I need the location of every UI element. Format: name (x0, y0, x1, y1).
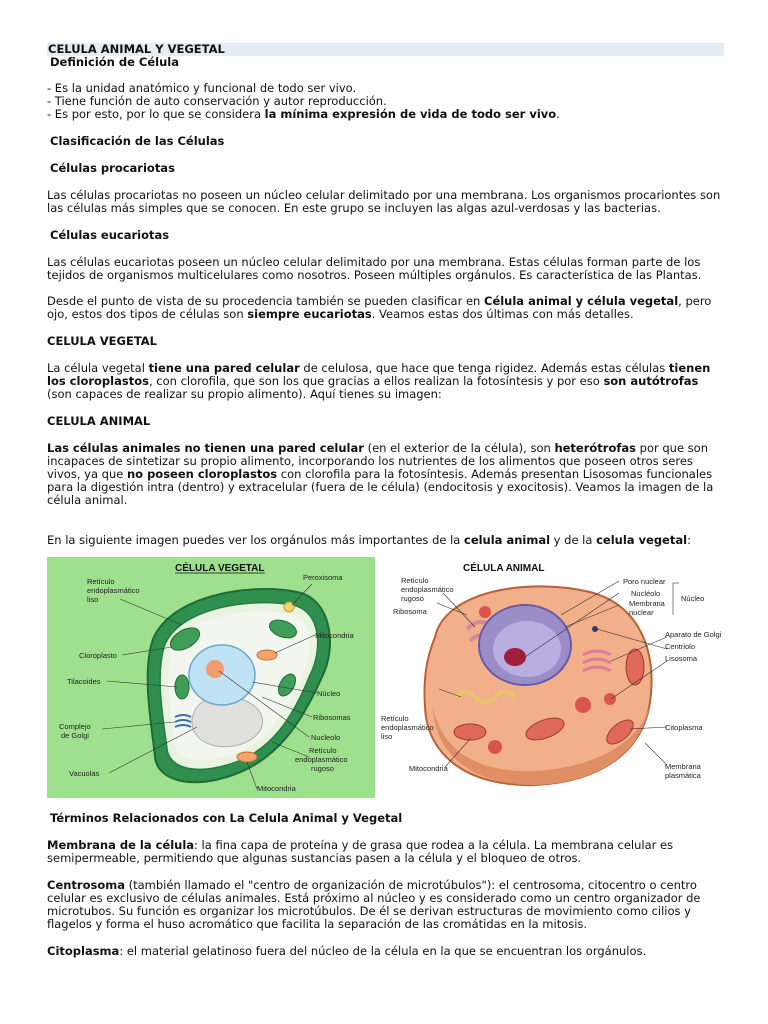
mitochondrion (626, 649, 644, 685)
animal-label-reticulo-rugoso-3: rugoso (401, 594, 424, 603)
eucariotas-paragraph: Las células eucariotas poseen un núcleo celular delimitado por una membrana. Estas células forman parte de los tejidos de organismos multicelulares como nosotros. Poseen múltiples orgánulos. Es característica de las Plantas. (47, 255, 702, 282)
vegetal-heading: CELULA VEGETAL (47, 334, 158, 348)
lysosome (604, 693, 616, 705)
animal-label-membrana-1: Membrana (665, 762, 701, 771)
animal-figure-title: CÉLULA ANIMAL (463, 563, 545, 574)
definicion-line-3: - Es por esto, por lo que se considera la mínima expresión de vida de todo ser vivo. (47, 107, 560, 121)
label-vacuolas: Vacuolas (69, 769, 100, 778)
membrana-paragraph: Membrana de la célula: la fina capa de proteína y de grasa que rodea a la célula. La membrana celular es semipermeable, permitiendo que algunas sustancias pasen a la célula y el bloqueo de otros. (47, 838, 674, 865)
label-reticulo-liso-3: liso (87, 595, 99, 604)
animal-label-ribosoma: Ribosoma (393, 607, 427, 616)
label-cloroplasto: Cloroplasto (79, 651, 117, 660)
label-ribosomas: Ribosomas (313, 713, 351, 722)
animal-label-membrana-nuclear-1: Membrana (629, 599, 665, 608)
citoplasma-paragraph: Citoplasma: el material gelatinoso fuera del núcleo de la célula en la que se encuentran los orgánulos. (47, 944, 647, 958)
lysosome (575, 697, 591, 713)
animal-label-reticulo-rugoso-2: endoplasmático (401, 585, 454, 594)
animal-label-citoplasma: Citoplasma (665, 723, 703, 732)
lysosome (488, 740, 502, 754)
label-mitocondria-2: Mitocondria (257, 784, 296, 793)
chloroplast (175, 675, 189, 699)
animal-label-reticulo-liso-2: endoplasmático (381, 723, 434, 732)
label-reticulo-liso-2: endoplasmático (87, 586, 140, 595)
procedencia-paragraph: Desde el punto de vista de su procedencia también se pueden clasificar en Célula animal y célula vegetal, pero ojo, estos dos tipos de células son siempre eucariotas. Veamos estas dos últimas con más detalles. (47, 294, 712, 321)
animal-label-membrana-2: plasmática (665, 771, 701, 780)
document (47, 43, 724, 958)
nucleus (189, 645, 255, 705)
nucleoplasm (493, 621, 561, 677)
plant-figure-title: CÉLULA VEGETAL (175, 563, 265, 574)
terminos-heading: Términos Relacionados con La Celula Animal y Vegetal (50, 811, 403, 825)
animal-label-nucleolo: Nucléolo (631, 589, 661, 598)
clasificacion-heading: Clasificación de las Células (50, 134, 225, 148)
mitochondrion (257, 650, 277, 660)
vegetal-paragraph: La célula vegetal tiene una pared celular de celulosa, que hace que tenga rigidez. Además estas células tienen los cloroplastos, con clorofila, que son los que gracias a ellos realizan la fotosíntesis y por eso son autótrofas (son capaces de realizar su propio alimento). Aquí tienes su imagen: (47, 361, 711, 401)
nucleolus (504, 648, 526, 666)
animal-paragraph: Las células animales no tienen una pared celular (en el exterior de la célula), son heterótrofas por que son incapaces de sintetizar su propio alimento, incorporando los nutrientes de los alimentos que poseen otros seres vivos, ya que no poseen cloroplastos con clorofila para la fotosíntesis. Además presentan Lisosomas funcionales para la digestión intra (dentro) y extracelular (fuera de le célula) (endocitosis y exocitosis). Veamos la imagen de la célula animal. (47, 441, 714, 507)
animal-heading: CELULA ANIMAL (47, 414, 151, 428)
label-reticulo-rugoso-3: rugoso (311, 764, 334, 773)
animal-cell-diagram (375, 557, 724, 799)
animal-label-nucleo: Núcleo (681, 594, 705, 603)
animal-label-reticulo-liso-1: Retículo (381, 714, 409, 723)
mitochondrion (237, 752, 257, 762)
label-nucleolo: Nucleolo (311, 733, 341, 742)
definicion-line-2: - Tiene función de auto conservación y autor reproducción. (47, 94, 387, 108)
label-reticulo-liso-1: Retículo (87, 577, 115, 586)
label-golgi-2: de Golgi (61, 731, 89, 740)
label-peroxisoma: Peroxisoma (303, 573, 343, 582)
label-reticulo-rugoso-2: endoplasmático (295, 755, 348, 764)
animal-label-poro: Poro nuclear (623, 577, 666, 586)
procariotas-paragraph: Las células procariotas no poseen un núcleo celular delimitado por una membrana. Los organismos procariontes son las células más simples que se conocen. En este grupo se incluyen las algas azul-verdosas y las bacterias. (47, 188, 721, 215)
centrosoma-paragraph: Centrosoma (también llamado el "centro de organización de microtúbulos"): el centrosoma, citocentro o centro celular es exclusivo de células animales. Está próximo al núcleo y es considerado como un centro organizador de microtubos. Su función es organizar los microtúbulos. De él se derivan estructuras de movimiento como cilios y flagelos y forma el huso acromático que facilita la separación de las cromátidas en la mitosis. (47, 878, 701, 931)
animal-label-lisosoma: Lisosoma (665, 654, 698, 663)
cell-figures (47, 557, 724, 799)
animal-label-golgi: Aparato de Golgi (665, 630, 722, 639)
label-mitocondria-1: Mitocondria (315, 631, 354, 640)
animal-label-centriolo: Centriolo (665, 642, 696, 651)
definicion-heading: Definición de Célula (50, 55, 179, 69)
procariotas-heading: Células procariotas (50, 161, 175, 175)
label-golgi-1: Complejo (59, 722, 91, 731)
label-tilacoides: Tilacoides (67, 677, 101, 686)
plant-cell-diagram (47, 557, 375, 798)
mitochondrion (454, 724, 486, 740)
label-reticulo-rugoso-1: Retículo (309, 746, 337, 755)
document-title: CELULA ANIMAL Y VEGETAL (47, 43, 724, 56)
animal-label-membrana-nuclear-2: nuclear (629, 608, 654, 617)
definicion-line-1: - Es la unidad anatómico y funcional de todo ser vivo. (47, 81, 357, 95)
peroxisome (284, 602, 294, 612)
animal-label-mitocondria: Mitocondria (409, 764, 448, 773)
eucariotas-heading: Células eucariotas (50, 228, 170, 242)
nucleolus (206, 660, 224, 678)
lysosome (479, 606, 491, 618)
animal-label-reticulo-rugoso-1: Retículo (401, 576, 429, 585)
animal-label-reticulo-liso-3: liso (381, 732, 393, 741)
siguiente-paragraph: En la siguiente imagen puedes ver los orgánulos más importantes de la celula animal y de la celula vegetal: (47, 533, 691, 547)
label-nucleo: Núcleo (317, 689, 341, 698)
